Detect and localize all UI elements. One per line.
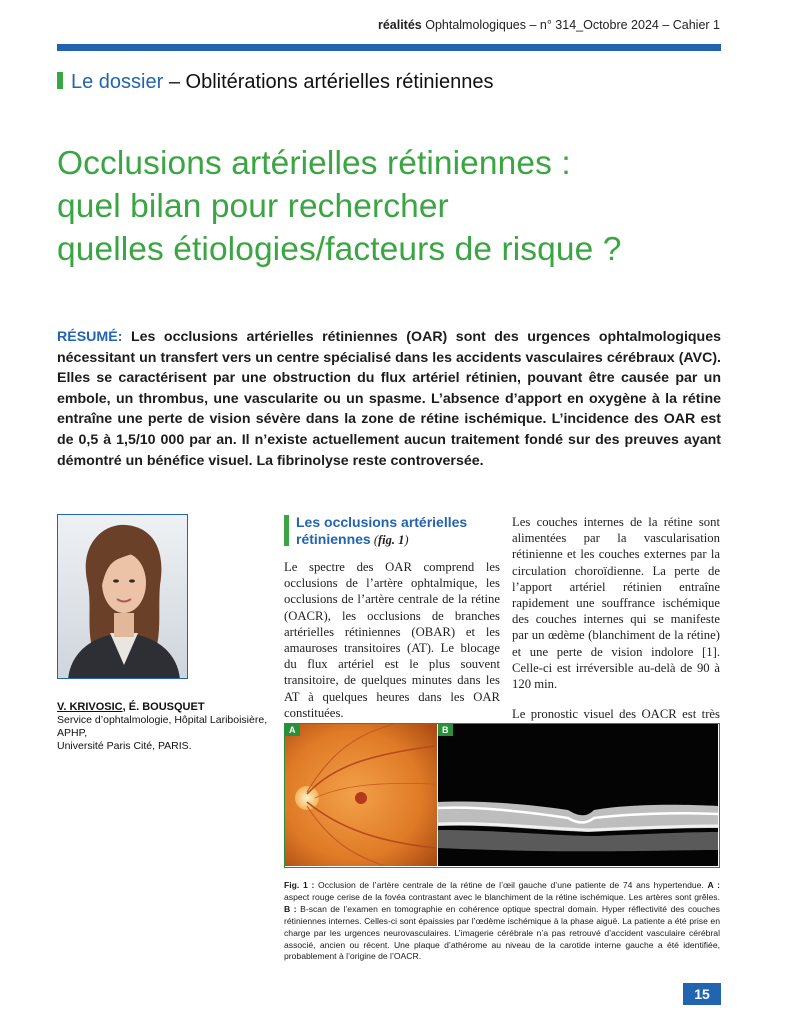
running-header (378, 18, 720, 32)
section-heading (57, 71, 493, 94)
author-name-2: É. BOUSQUET (128, 701, 205, 713)
paragraph: Le spectre des OAR comprend les occlusions de l’artère ophtalmique, les occlusions de l’artère centrale de la rétine (OACR), les occlusions de branches artérielles rétiniennes (OBAR) et les amauroses transitoires (AT). Le blocage du flux artériel est le plus souvent transitoire, de quelques minutes dans les AT à quelques heures dans les OAR constituées. (284, 560, 500, 720)
author-block (57, 701, 277, 753)
article-title-line-3: quelles étiologies/facteurs de risque ? (57, 231, 622, 268)
panel-a-label: A (285, 724, 300, 736)
subheading (284, 514, 500, 549)
header-rule (57, 44, 721, 51)
fundus-image (285, 724, 437, 866)
paragraph: Les couches internes de la rétine sont alimentées par la vascularisation rétinienne et les couches externes par la circulation choroïdienne. La perte de l’apport artériel rétinien entraîne rapidement une souffrance ischémique des couches internes qui se manifeste par un œdème (blanchiment de la rétine) et une perte de vision indolore [1]. Celle-ci est irréversible au-delà de 90 à 120 min. (512, 515, 720, 692)
panel-b-label: B (438, 724, 453, 736)
oct-bscan-panel (438, 724, 718, 866)
figure-ref-open: ( (370, 533, 378, 547)
section-kicker: Le dossier (71, 71, 164, 93)
issue-info: Ophtalmologiques – n° 314_Octobre 2024 – Cahier 1 (421, 18, 720, 32)
page-number: 15 (683, 983, 721, 1005)
caption-b-text: B-scan de l’examen en tomographie en cohérence optique spectral domain. Hyper réflectivité des couches rétiniennes internes. Celles-ci sont épaissies par l’œdème ischémique à la phase aiguë. La patiente a été prise en charge par les urgences neurovasculaires. L’imagerie cérébrale n’a pas retrouvé d’accident vasculaire cérébral associé, ancien ou récent. Une plaque d’athérome au niveau de la carotide interne gauche a été identifiée, probablement à l’origine de l’OACR. (284, 903, 720, 962)
journal-name: réalités (377, 18, 422, 32)
fundus-photo-panel (285, 724, 437, 866)
article-title-line-1: Occlusions artérielles rétiniennes : (57, 145, 571, 182)
caption-a-label: A : (707, 880, 721, 890)
abstract-label: RÉSUMÉ: (57, 329, 123, 345)
caption-a-text: aspect rouge cerise de la fovéa contrastant avec le blanchiment de la rétine ischémique. Les artères sont grêles. (284, 891, 720, 902)
figure-ref-link[interactable]: fig. 1 (378, 533, 405, 547)
section-marker (57, 72, 63, 89)
caption-b-label: B : (284, 903, 297, 914)
author-name-1: V. KRIVOSIC (57, 701, 123, 713)
affiliation-line-2: Université Paris Cité, PARIS. (57, 740, 192, 752)
caption-figure-label: Fig. 1 : (284, 880, 315, 890)
caption-intro: Occlusion de l’artère centrale de la rétine de l’œil gauche d’une patiente de 74 ans hypertendue. (314, 880, 708, 890)
paragraph: Le pronostic visuel des OACR est très (512, 707, 720, 722)
subheading-line-2: rétiniennes (296, 531, 371, 547)
article-title (57, 142, 737, 271)
author-names (57, 701, 277, 714)
figure-ref-close: ) (404, 533, 409, 547)
abstract (57, 327, 721, 471)
body-column-2 (512, 514, 720, 739)
affiliation-line-1: Service d’ophtalmologie, Hôpital Lariboisière, APHP, (57, 714, 268, 739)
author-portrait (57, 514, 188, 679)
portrait-photo (58, 515, 188, 679)
figure-1 (284, 723, 720, 868)
oct-bscan-image (438, 724, 718, 866)
abstract-text: Les occlusions artérielles rétiniennes (OAR) sont des urgences ophtalmologiques nécessitant un transfert vers un centre spécialisé dans les accidents vasculaires cérébraux (AVC). Elles se caractérisent par une obstruction du flux artériel rétinien, pouvant être causée par un embole, un thrombus, une vascularite ou un spasme. L’absence d’apport en oxygène à la rétine entraîne une perte de vision sévère dans la zone de rétine ischémique. L’incidence des OAR est de 0,5 à 1,5/10 000 par an. Il n’existe actuellement aucun traitement fondé sur des preuves ayant démontré un bénéfice visuel. La fibrinolyse reste controversée. (57, 329, 721, 469)
subheading-line-1: Les occlusions artérielles (296, 514, 468, 530)
subheading-marker (284, 515, 289, 546)
article-title-line-2: quel bilan pour rechercher (57, 188, 449, 225)
body-column-1 (284, 514, 500, 721)
author-separator: , (122, 701, 129, 713)
section-title: – Oblitérations artérielles rétiniennes (163, 71, 494, 93)
figure-caption (284, 880, 720, 963)
